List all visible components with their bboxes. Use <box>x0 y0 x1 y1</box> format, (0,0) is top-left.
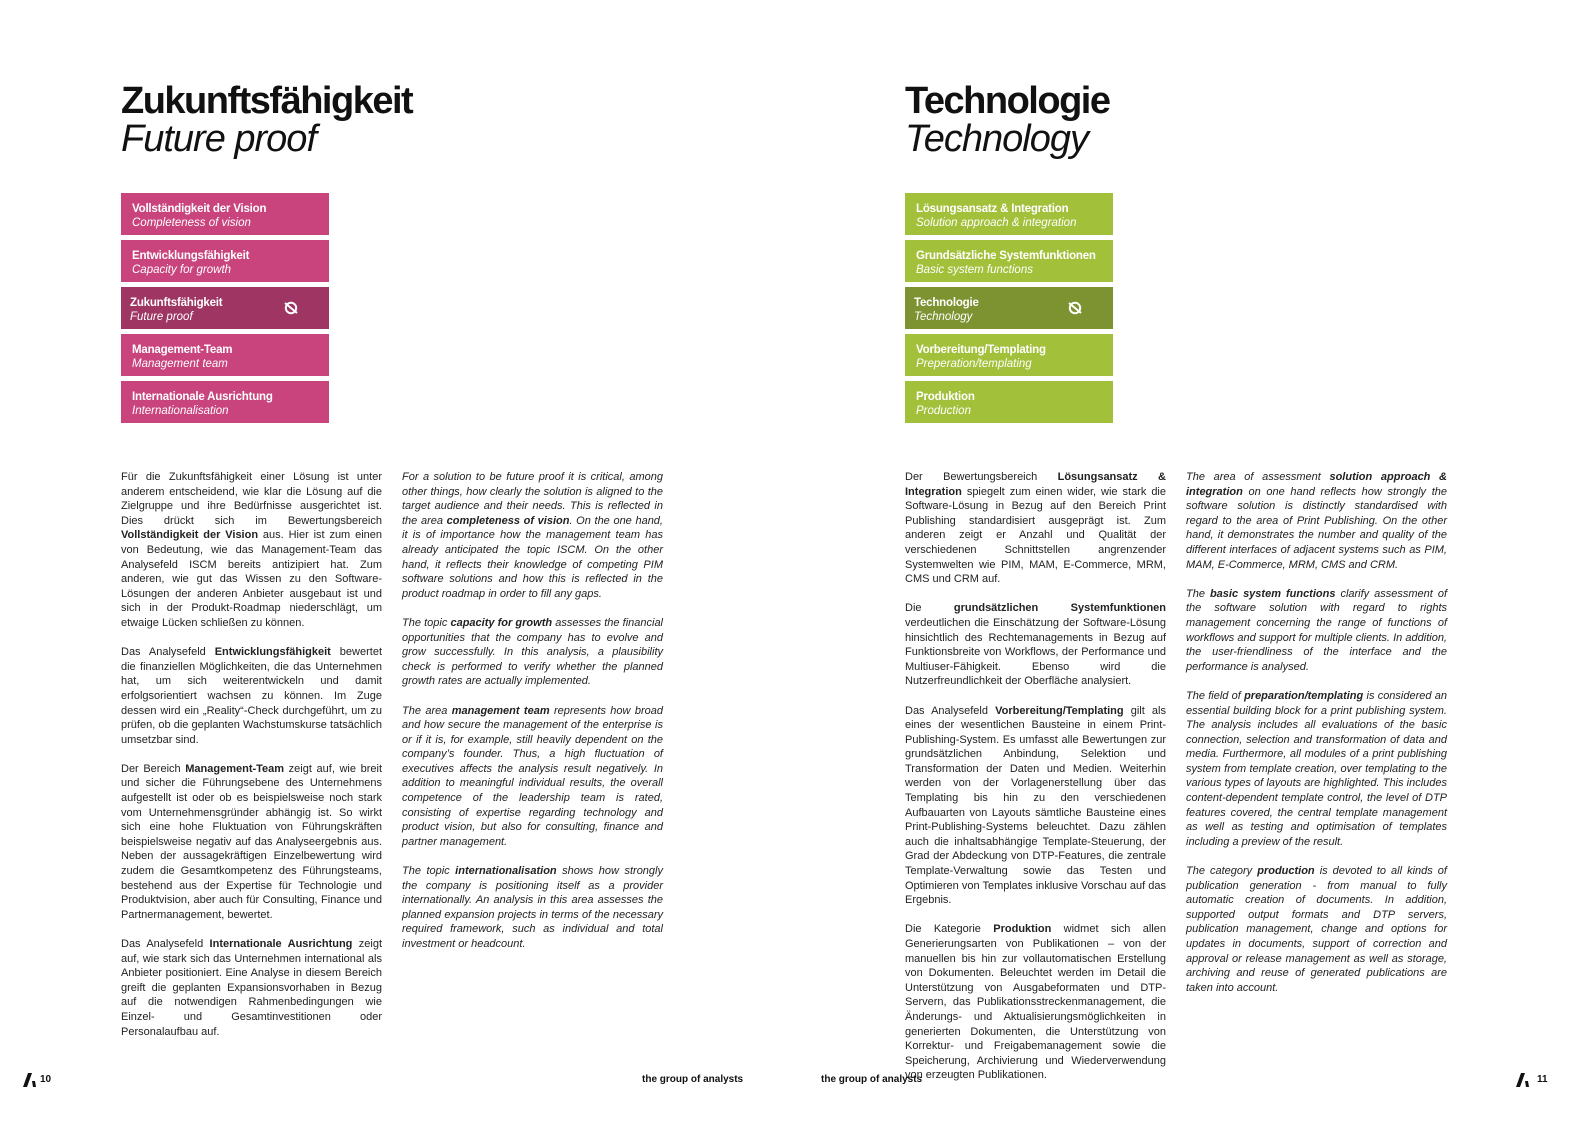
right-menu-item-4[interactable] <box>905 334 1113 376</box>
left-menu-item-2[interactable] <box>121 240 329 282</box>
text-run: . On the one hand, it is of importance how the management team has already anticipated the topic ISCM. On the other hand, it reflects their knowledge of competing PIM software solutions and how this is reflected in the product roadmap in order to fill any gaps. <box>402 514 663 600</box>
menu-item-label-en: Future proof <box>130 311 193 323</box>
left-menu-item-4[interactable] <box>121 334 329 376</box>
bold-term: grundsätzlichen Systemfunktionen <box>953 602 1166 615</box>
paragraph <box>402 470 663 601</box>
bold-term: Management-Team <box>185 762 285 775</box>
bold-term: management team <box>451 704 550 717</box>
right-menu-item-5[interactable] <box>905 381 1113 423</box>
left-menu-item-5[interactable] <box>121 381 329 423</box>
text-run: Das Analysefeld <box>121 646 215 659</box>
text-run: widmet sich allen Generierungsarten von Publikationen – von der manuellen bis hin zur vollautomatischen Erstellung von Dokumenten. Beleuchtet werden im Detail die Unterstützung von Ausgabeformaten und DTP-Servern, das Publikationsstreckenmanagement, die Änderungs- und Aktualisierungsmöglichkeiten in generierten Dokumenten, die Unterstützung von Korrektur- und Freigabemanagement sowie die Speicherung, Archivierung und Wiederverwendung von erzeugten Publikationen. <box>905 923 1166 1082</box>
left-menu-item-1[interactable] <box>121 193 329 235</box>
menu-item-label-de: Zukunftsfähigkeit <box>130 297 223 309</box>
left-title <box>121 82 412 158</box>
text-run: The topic <box>402 616 451 629</box>
text-run: bewertet die finanziellen Möglichkeiten, die das Unternehmen hat, um sich weiterentwickeln und damit erfolgsorientiert wachsen zu können. Im Zuge dessen wird ein „Reality“-Check durchgeführt, um zu prüfen, ob die geplanten Wachstumskurse tatsächlich umsetzbar sind. <box>121 646 382 746</box>
text-run: zeigt auf, wie breit und sicher die Führungsebene des Unternehmens aufgestellt ist oder ob es beispielsweise noch stark vom Unternehmensgründer abhängig ist. So wirkt sich eine hohe Fluktuation von Führungskräften beispielsweise negativ auf das Analyseergebnis aus. Neben der aussagekräftigen Einzelbewertung wird zudem die Gesamtkompetenz des Führungsteams, bestehend aus der Expertise für Technologie und Produktvision, aber auch für Consulting, Finance und Partnermanagement, bewertet. <box>121 762 382 921</box>
text-run: Die <box>905 602 954 615</box>
bold-term: production <box>1257 865 1315 878</box>
left-menu <box>121 193 329 428</box>
text-run: The category <box>1186 865 1258 878</box>
paragraph <box>1186 587 1447 675</box>
paragraph <box>905 704 1166 908</box>
right-menu-item-3[interactable] <box>905 287 1113 329</box>
text-run: zeigt auf, wie stark sich das Unternehmen international als Anbieter positioniert. Eine Analyse in diesem Bereich greift die geplanten Expansionsvorhaben in Bezug auf die notwendigen Rahmenbedingungen wie Einzel- und Gesamtinvestitionen oder Personalaufbau auf. <box>121 938 383 1038</box>
bold-term: Entwicklungsfähigkeit <box>214 646 331 659</box>
text-run: The field of <box>1186 689 1245 702</box>
paragraph <box>121 645 382 747</box>
menu-item-label-en: Preperation/templating <box>916 358 1032 370</box>
menu-item-label-de: Grundsätzliche Systemfunktionen <box>916 250 1096 262</box>
menu-item-label-en: Solution approach & integration <box>916 217 1077 229</box>
menu-item-label-en: Production <box>916 405 971 417</box>
menu-item-label-en: Basic system functions <box>916 264 1033 276</box>
text-run: clarify assessment of the software solution with regard to rights management concerning the range of functions of workflows and support for multiple clients. In addition, the user-friendliness of the interface and the performance is analysed. <box>1186 587 1448 673</box>
bold-term: Lösungsansatz & Integration <box>905 471 1166 498</box>
menu-item-label-de: Internationale Ausrichtung <box>132 391 273 403</box>
left-menu-item-3[interactable] <box>121 287 329 329</box>
right-column-english <box>1186 470 1447 1010</box>
menu-item-label-de: Vollständigkeit der Vision <box>132 203 267 215</box>
bold-term: solution approach & integration <box>1186 471 1448 498</box>
text-run: The <box>1186 587 1210 600</box>
menu-item-label-en: Completeness of vision <box>132 217 251 229</box>
bold-term: basic system functions <box>1209 587 1336 600</box>
bold-term: completeness of vision <box>446 514 570 527</box>
left-footer-text: the group of analysts <box>642 1074 744 1085</box>
text-run: The topic <box>402 865 456 878</box>
target-icon <box>1067 300 1083 316</box>
bold-term: Produktion <box>993 923 1052 936</box>
paragraph <box>402 616 663 689</box>
text-run: aus. Hier ist zum einen von Bedeutung, wie das Management-Team das Analysefeld ISCM bereits antizipiert hat. Zum anderen, wie gut das Wissen zu den Software-Lösungen der anderen Anbieter ausgebaut ist und sich in der Produkt-Roadmap niederschlägt, um etwaige Lücken schließen zu können. <box>121 529 382 629</box>
right-menu-item-2[interactable] <box>905 240 1113 282</box>
paragraph <box>402 864 663 952</box>
menu-item-label-en: Capacity for growth <box>132 264 232 276</box>
bold-term: capacity for growth <box>450 616 553 629</box>
left-column-german <box>121 470 382 1054</box>
text-run: Die Kategorie <box>905 923 994 936</box>
text-run: is devoted to all kinds of publication generation - from manual to fully automatic creation of documents. In addition, supported output formats and DTP servers, publication management, change and options for updates in documents, support of correction and approval or release management as well as storage, archiving and reuse of generated publications are taken into account. <box>1186 865 1447 994</box>
menu-item-label-de: Produktion <box>916 391 975 403</box>
target-icon <box>283 300 299 316</box>
menu-item-label-en: Internationalisation <box>132 405 229 417</box>
text-run: verdeutlichen die Einschätzung der Software-Lösung hinsichtlich des Rechtemanagements in Bezug auf Funktionsbreite von Workflows, der Performance und Multiuser-Fähigkeit. Ebenso wird die Nutzerfreundlichkeit der Oberfläche analysiert. <box>905 616 1166 688</box>
right-title-en: Technology <box>905 118 1088 160</box>
right-page <box>793 0 1587 1122</box>
bold-term: internationalisation <box>455 865 557 878</box>
bold-term: Internationale Ausrichtung <box>209 938 353 950</box>
text-run: For a solution to be future proof it is critical, among other things, how clearly the solution is aligned to the target audience and their needs. This is reflected in the area <box>402 471 663 527</box>
text-run: Der Bereich <box>121 762 186 775</box>
text-run: Das Analysefeld <box>905 704 996 717</box>
bold-term: Vorbereitung/Templating <box>995 704 1124 717</box>
text-run: is considered an essential building block for a print publishing system. The analysis includes all evaluations of the basic connection, selection and transformation of data and media. Furthermore, all modules of a print publishing system from template creation, over templating to the various types of layouts are highlighted. This includes content-dependent template control, the level of DTP features covered, the central template management as well as testing and optimisation of templates including a preview of the result. <box>1186 689 1447 848</box>
left-title-en: Future proof <box>121 118 316 160</box>
paragraph <box>905 601 1166 689</box>
text-run: Für die Zukunftsfähigkeit einer Lösung ist unter anderem entscheidend, wie klar die Lösung auf die Zielgruppe und ihre Bedürfnisse ausgerichtet ist. Dies drückt sich im Bewertungsbereich <box>121 471 382 527</box>
text-run: on one hand reflects how strongly the software solution is distinctly standardised with regard to the area of Print Publishing. On the other hand, it demonstrates the number and quality of the different interfaces of adjacent systems such as PIM, MAM, E-Commerce, MRM, CMS and CRM. <box>1186 485 1447 571</box>
text-run: Der Bewertungsbereich <box>905 471 1058 483</box>
left-page <box>0 0 793 1122</box>
right-footer-text: the group of analysts <box>821 1074 923 1085</box>
left-page-number: 10 <box>40 1074 52 1085</box>
bold-term: preparation/templating <box>1244 689 1364 702</box>
text-run: shows how strongly the company is positioning itself as a provider internationally. An analysis in this area assesses the planned expansion projects in terms of the necessary required framework, such as individual and total investment or headcount. <box>402 865 663 950</box>
paragraph <box>121 937 382 1039</box>
brand-logo-icon <box>1515 1072 1531 1088</box>
text-run: The area of assessment <box>1186 471 1330 483</box>
menu-item-label-de: Entwicklungsfähigkeit <box>132 250 250 262</box>
paragraph <box>1186 470 1447 572</box>
right-title-de: Technologie <box>905 80 1110 122</box>
bold-term: Vollständigkeit der Vision <box>121 529 259 542</box>
paragraph <box>905 922 1166 1083</box>
left-column-english <box>402 470 663 966</box>
text-run: spiegelt zum einen wider, wie stark die Software-Lösung in Bezug auf den Bereich Print Publishing standardisiert ausgeprägt ist. Zum anderen zeigt er Anzahl und Qualität der verschiedenen Schnittstellen angrenzender Systemwelten wie PIM, MAM, E-Commerce, MRM, CMS und CRM auf. <box>905 485 1166 586</box>
menu-item-label-de: Vorbereitung/Templating <box>916 344 1046 356</box>
text-run: assesses the financial opportunities that the company has to evolve and grow successfully. In this analysis, a plausibility check is performed to verify whether the planned growth rates are actually implemented. <box>402 616 663 688</box>
paragraph <box>1186 864 1447 995</box>
right-page-number: 11 <box>1537 1074 1548 1085</box>
right-menu-item-1[interactable] <box>905 193 1113 235</box>
brand-logo-icon <box>22 1072 38 1088</box>
right-menu <box>905 193 1113 428</box>
text-run: represents how broad and how secure the management of the enterprise is or if it is, for example, still heavily dependent on the company’s founder. Thus, a high fluctuation of executives affects the analysis result negatively. In addition to meaningful individual results, the overall competence of the leadership team is rated, consisting of expertise regarding technology and product vision, but also for consulting, finance and partner management. <box>402 704 663 848</box>
menu-item-label-de: Lösungsansatz & Integration <box>916 203 1069 215</box>
paragraph <box>402 704 663 850</box>
right-column-german <box>905 470 1166 1098</box>
menu-item-label-de: Management-Team <box>132 344 233 356</box>
paragraph <box>905 470 1166 587</box>
paragraph <box>121 762 382 923</box>
paragraph <box>1186 689 1447 850</box>
text-run: The area <box>402 704 452 717</box>
paragraph <box>121 470 382 631</box>
menu-item-label-de: Technologie <box>914 297 979 309</box>
menu-item-label-en: Technology <box>914 311 973 323</box>
text-run: gilt als eines der wesentlichen Bausteine in einem Print-Publishing-System. Es umfasst alle Bewertungen zur grundsätzlichen Anbindung, Selektion und Transformation der Daten und Medien. Weiterhin werden von der Vorlagenerstellung über das Templating bis hin zu den verschiedenen Aufbauarten von Layouts sämtliche Bausteine eines Print-Publishing-Systems beleuchtet. Dazu zählen auch die inhaltsabhängige Template-Steuerung, der Grad der Abdeckung von DTP-Features, die zentrale Template-Verwaltung sowie das Testen und Optimieren von Templates inklusive Vorschau auf das Ergebnis. <box>905 704 1166 907</box>
menu-item-label-en: Management team <box>132 358 228 370</box>
right-title <box>905 82 1109 158</box>
left-title-de: Zukunftsfähigkeit <box>121 80 413 122</box>
text-run: Das Analysefeld <box>121 938 210 950</box>
